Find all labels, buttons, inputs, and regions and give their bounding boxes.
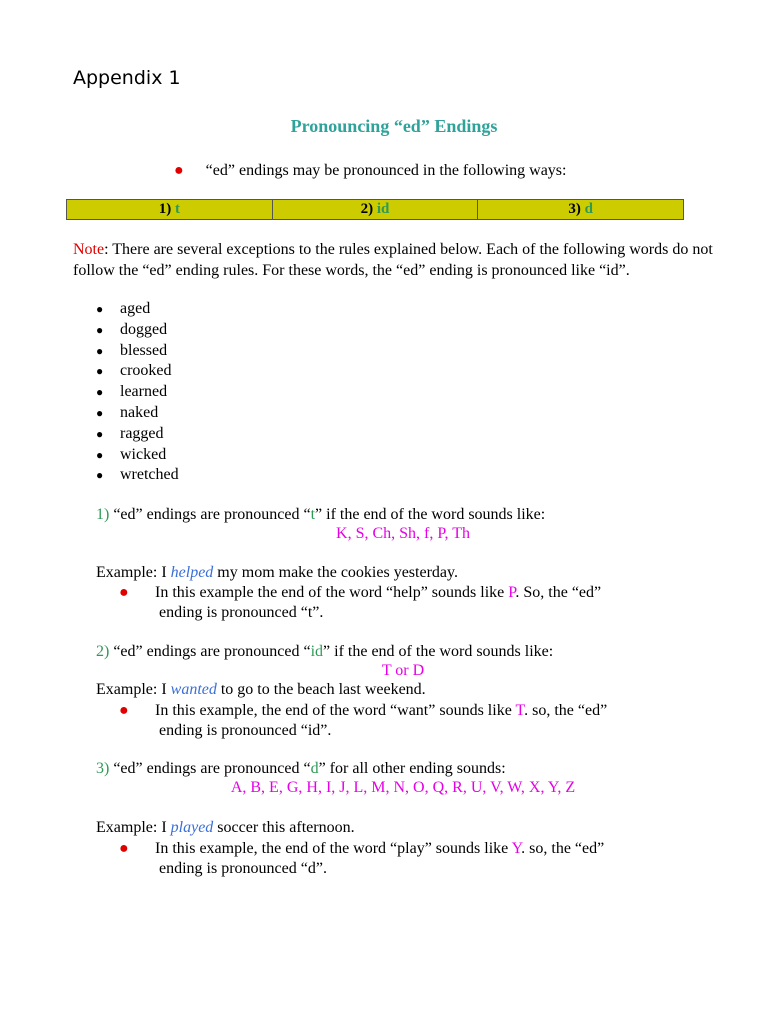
bullet-icon: ● bbox=[119, 702, 129, 719]
bullet-icon: ● bbox=[119, 584, 129, 601]
list-item: ● naked bbox=[96, 403, 179, 424]
rule-2-example: Example: I wanted to go to the beach last weekend. bbox=[96, 681, 426, 698]
ways-row bbox=[67, 200, 684, 220]
list-item: ● wretched bbox=[96, 465, 179, 486]
bullet-icon: ● bbox=[96, 447, 104, 462]
list-item: ● ragged bbox=[96, 424, 179, 445]
bullet-icon: ● bbox=[96, 385, 104, 400]
bullet-icon: ● bbox=[96, 468, 104, 483]
way-cell-2: 2) id bbox=[272, 200, 478, 220]
list-item: ● aged bbox=[96, 299, 179, 320]
list-item: ● blessed bbox=[96, 341, 179, 362]
bullet-icon: ● bbox=[96, 343, 104, 358]
list-item: ● dogged bbox=[96, 320, 179, 341]
rule-2-letters: T or D bbox=[381, 662, 425, 679]
note-paragraph bbox=[73, 240, 713, 281]
list-item: ● crooked bbox=[96, 361, 179, 382]
rule-1-letters: K, S, Ch, Sh, f, P, Th bbox=[336, 525, 470, 542]
rule-2-explanation: ● In this example, the end of the word “want” sounds like T. so, the “ed” ending is pronounced “id”. bbox=[119, 702, 608, 739]
exceptions-list bbox=[96, 299, 179, 486]
bullet-icon: ● bbox=[119, 840, 129, 857]
rule-3-heading: 3) “ed” endings are pronounced “d” for all other ending sounds: bbox=[96, 760, 506, 777]
list-item: ● learned bbox=[96, 382, 179, 403]
appendix-heading: Appendix 1 bbox=[73, 67, 181, 89]
rule-1-heading: 1) “ed” endings are pronounced “t” if the end of the word sounds like: bbox=[96, 506, 546, 523]
bullet-icon: ● bbox=[96, 302, 104, 316]
rule-1-explanation: ● In this example the end of the word “help” sounds like P. So, the “ed” ending is pronounced “t”. bbox=[119, 584, 602, 621]
rule-3-explanation: ● In this example, the end of the word “play” sounds like Y. so, the “ed” ending is pronounced “d”. bbox=[119, 840, 605, 877]
page-title: Pronouncing “ed” Endings bbox=[290, 116, 498, 136]
bullet-icon: ● bbox=[96, 426, 104, 441]
intro-line bbox=[174, 162, 566, 180]
bullet-icon: ● bbox=[96, 405, 104, 420]
rule-1-example: Example: I helped my mom make the cookies yesterday. bbox=[96, 564, 458, 581]
note-text: : There are several exceptions to the rules explained below. Each of the following words do not follow the “ed” ending rules. For these words, the “ed” ending is pronounced like “id”. bbox=[73, 241, 713, 279]
list-item: ● wicked bbox=[96, 445, 179, 466]
note-label: Note bbox=[73, 241, 105, 258]
way-cell-3: 3) d bbox=[478, 200, 684, 220]
bullet-icon: ● bbox=[96, 322, 104, 337]
intro-text: “ed” endings may be pronounced in the following ways: bbox=[205, 162, 567, 179]
rule-2-heading: 2) “ed” endings are pronounced “id” if the end of the word sounds like: bbox=[96, 643, 554, 660]
bullet-icon: ● bbox=[174, 162, 184, 179]
bullet-icon: ● bbox=[96, 364, 104, 379]
way-cell-1: 1) t bbox=[67, 200, 273, 220]
rule-3-example: Example: I played soccer this afternoon. bbox=[96, 819, 355, 836]
rule-3-letters: A, B, E, G, H, I, J, L, M, N, O, Q, R, U, V, W, X, Y, Z bbox=[230, 779, 576, 796]
ways-table bbox=[66, 199, 684, 220]
